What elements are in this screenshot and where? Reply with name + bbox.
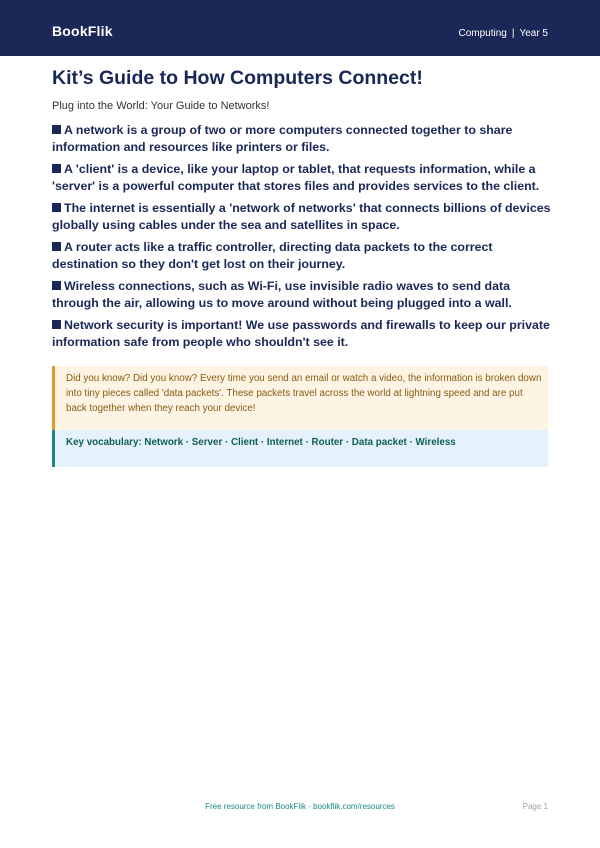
did-you-know-text: Did you know? Did you know? Every time you send an email or watch a video, the information is broken down into tiny pieces called 'data packets'. These packets travel across the world at lightning speed and are put back together when they reach your device!	[66, 373, 542, 414]
list-item-text: A 'client' is a device, like your laptop or tablet, that requests information, while a 'server' is a powerful computer that stores files and provides services to the client.	[52, 162, 540, 193]
square-bullet-icon	[52, 281, 61, 290]
list-item-text: A router acts like a traffic controller, directing data packets to the correct destination so they don't get lost on their journey.	[52, 240, 493, 271]
key-vocabulary-box	[52, 430, 548, 467]
subject-label: Computing	[458, 28, 507, 39]
brand-logo-text[interactable]: BookFlik	[52, 23, 113, 39]
footer-resource-link[interactable]: Free resource from BookFlik · bookflik.com/resources	[205, 802, 395, 811]
square-bullet-icon	[52, 125, 61, 134]
list-item	[52, 161, 552, 195]
page-subtitle: Plug into the World: Your Guide to Networks!	[52, 100, 270, 112]
list-item-text: A network is a group of two or more computers connected together to share information and resources like printers or files.	[52, 123, 513, 154]
did-you-know-box	[52, 366, 548, 430]
square-bullet-icon	[52, 203, 61, 212]
list-item	[52, 317, 552, 351]
page-number: Page 1	[522, 802, 548, 811]
meta-separator: |	[511, 28, 515, 39]
list-item-text: Network security is important! We use passwords and firewalls to keep our private information safe from people who shouldn't see it.	[52, 318, 550, 349]
year-label: Year 5	[519, 28, 548, 39]
square-bullet-icon	[52, 242, 61, 251]
list-item	[52, 200, 552, 234]
fact-list	[52, 122, 552, 356]
key-vocabulary-text: Key vocabulary: Network · Server · Client · Internet · Router · Data packet · Wireless	[66, 437, 456, 448]
list-item-text: Wireless connections, such as Wi-Fi, use invisible radio waves to send data through the air, allowing us to move around without being plugged into a wall.	[52, 279, 512, 310]
list-item	[52, 122, 552, 156]
page-header	[0, 0, 600, 56]
square-bullet-icon	[52, 320, 61, 329]
list-item-text: The internet is essentially a 'network of networks' that connects billions of devices globally using cables under the sea and satellites in space.	[52, 201, 551, 232]
page-title: Kit’s Guide to How Computers Connect!	[52, 67, 423, 89]
header-meta	[458, 28, 548, 39]
list-item	[52, 278, 552, 312]
list-item	[52, 239, 552, 273]
square-bullet-icon	[52, 164, 61, 173]
